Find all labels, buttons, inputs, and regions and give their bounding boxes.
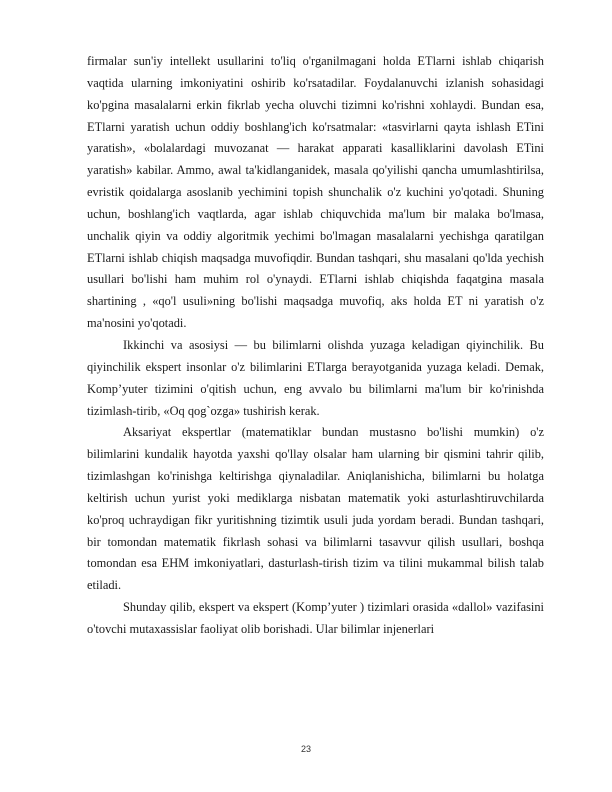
paragraph-1: firmalar sun'iy intellekt usullarini to'liq o'rganilmagani holda ETlarni ishlab chiqarish vaqtida ularning imkoniyatini oshirib ko'rsatadilar. Foydalanuvchi izlanish sohasidagi ko'pgina masalalarni erkin fikrlab yecha oluvchi tizimni ko'rishni xohlaydi. Bundan esa, ETlarni yaratish uchun oddiy boshlang'ich ko'rsatmalar: «tasvirlarni qayta ishlash ETini yaratish», «bolalardagi muvozanat — harakat apparati kasalliklarini davolash ETini yaratish» kabilar. Ammo, awal ta'kidlanganidek, masala qo'yilishi qancha umumlashtirilsa, evristik qoidalarga asoslanib yechimini topish shunchalik o'z kuchini yo'qotadi. Shuning uchun, boshlang'ich vaqtlarda, agar ishlab chiquvchida ma'lum bir malaka bo'lmasa, unchalik qiyin va oddiy algoritmik yechimi bo'lmagan masalalarni yechishga qaratilgan ETlarni ishlab chiqish maqsadga muvofiqdir. Bundan tashqari, shu masalani qo'lda yechish usullari bo'lishi ham muhim rol o'ynaydi. ETlarni ishlab chiqishda faqatgina masala shartining , «qo'l usuli»ning bo'lishi maqsadga muvofiq, aks holda ET ni yaratish o'z ma'nosini yo'qotadi. [87,54,544,331]
body-text [87,51,544,641]
paragraph-4: Shunday qilib, ekspert va ekspert (Komp’yuter ) tizimlari orasida «dallol» vazifasini o'tovchi mutaxassislar faoliyat olib borishadi. Ular bilimlar injenerlari [87,600,544,636]
paragraph-2: Ikkinchi va asosiysi — bu bilimlarni olishda yuzaga keladigan qiyinchilik. Bu qiyinchilik ekspert insonlar o'z bilimlarini ETlarga berayotganida yuzaga keladi. Demak, Komp’yuter tizimini o'qitish uchun, eng avvalo bu bilimlarni ma'lum bir ko'rinishda tizimlash-tirib, «Oq qog`ozga» tushirish kerak. [87,337,544,418]
page-number: 23 [300,744,311,754]
paragraph-3: Aksariyat ekspertlar (matematiklar bundan mustasno bo'lishi mumkin) o'z bilimlarini kundalik hayotda yaxshi qo'llay olsalar ham ularning bir qismini tahrir qilib, tizimlashgan ko'rinishga keltirishga qiynaladilar. Aniqlanishicha, bilimlarni bu holatga keltirish uchun yurist yoki mediklarga nisbatan matematik yoki asturlashtiruvchilarda ko'proq uchraydigan fikr yuritishning tizimtik usuli juda yordam beradi. Bundan tashqari, bir tomondan matematik fikrlash sohasi va bilimlarni tasavvur qilish usullari, boshqa tomondan esa EHM imkoniyatlari, dasturlash-tirish tizim va tilini mukammal bilish talab etiladi. [87,425,544,593]
